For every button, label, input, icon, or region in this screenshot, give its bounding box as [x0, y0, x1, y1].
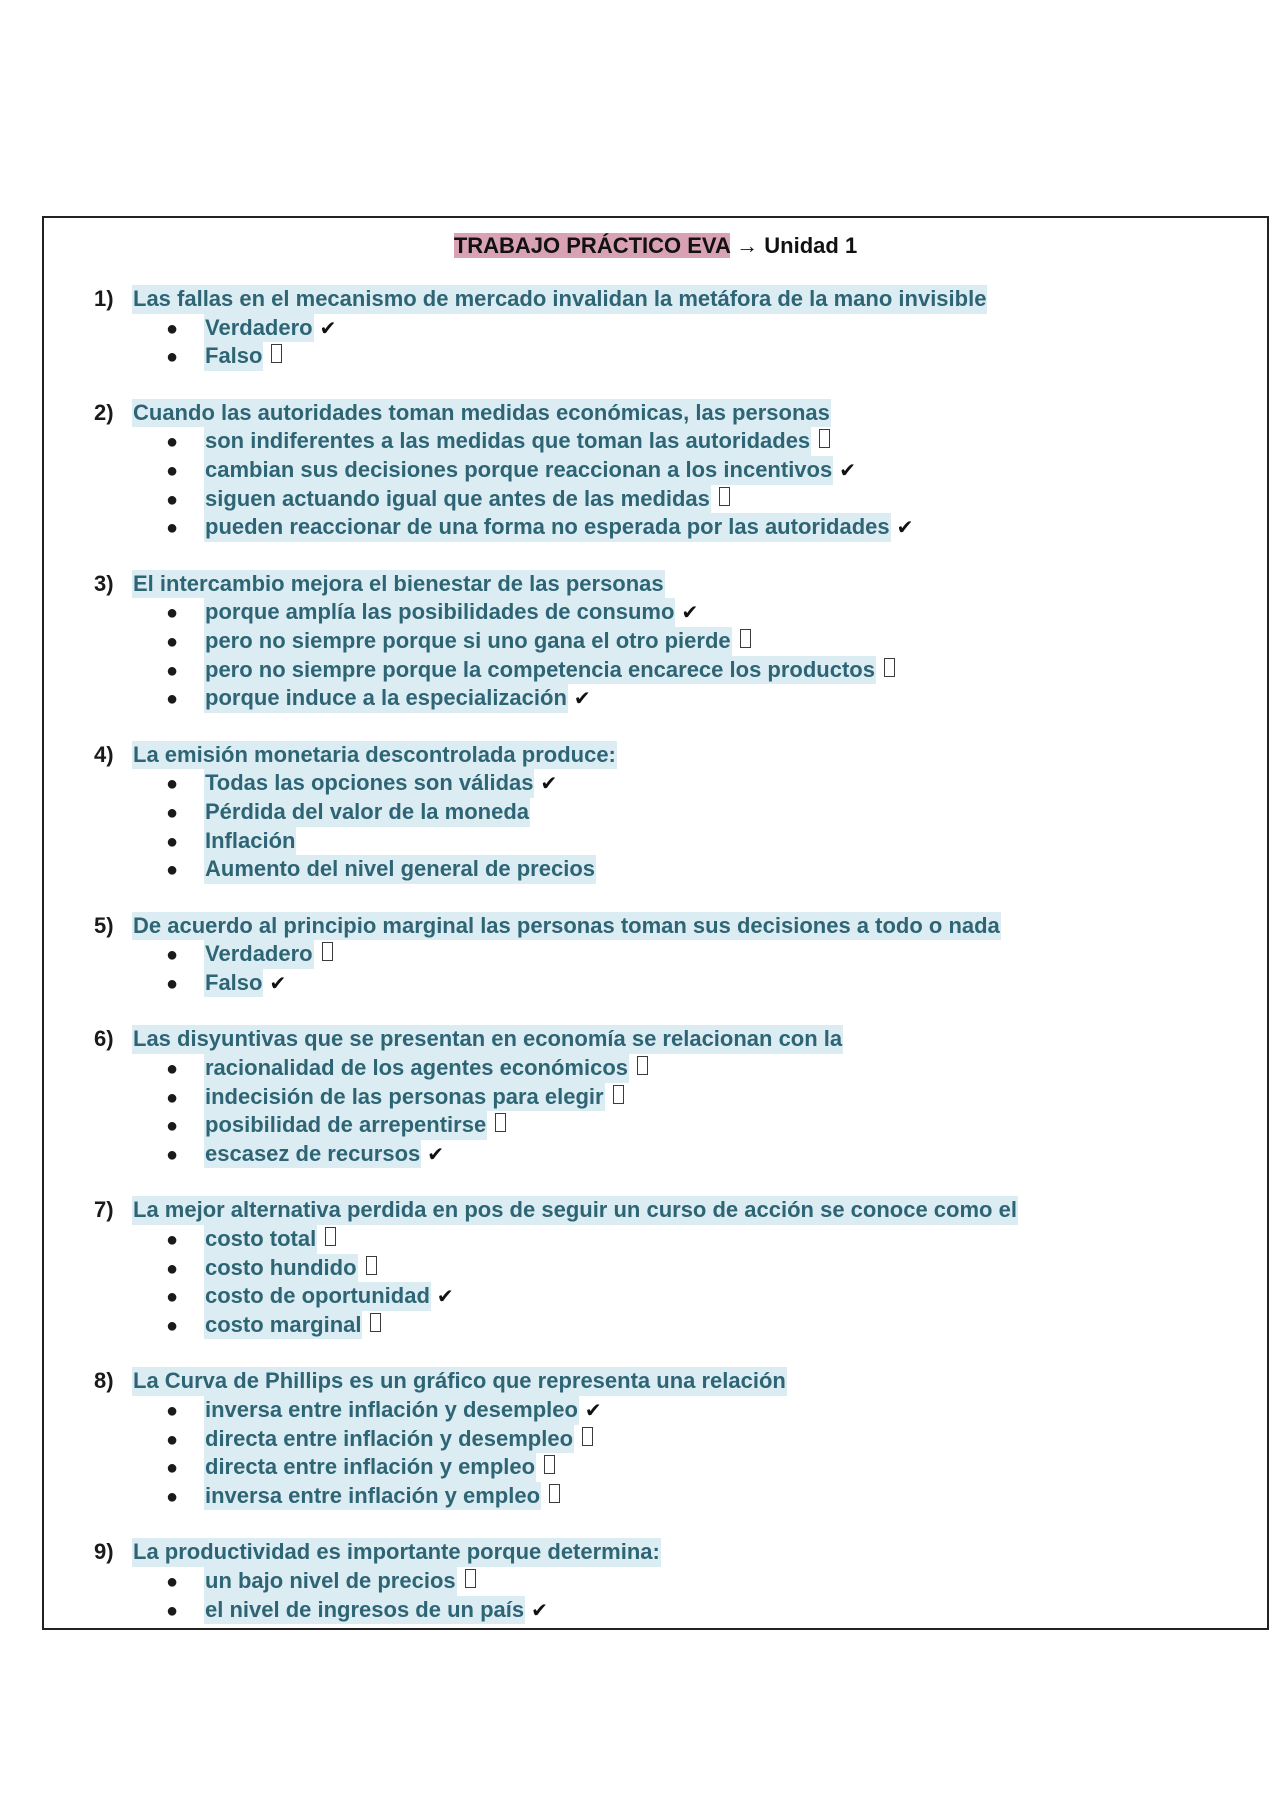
empty-box-icon: [544, 1455, 555, 1474]
question-line: [94, 285, 1247, 314]
option-text: indecisión de las personas para elegir: [204, 1083, 605, 1112]
option-item: [94, 1596, 1247, 1625]
question-number: 4): [94, 741, 114, 767]
option-item: [94, 427, 1247, 456]
bullet-icon: ●: [166, 688, 179, 711]
option-item: [94, 314, 1247, 343]
question-number: 2): [94, 399, 114, 425]
empty-box-icon: [549, 1484, 560, 1503]
option-text: porque amplía las posibilidades de consumo: [204, 598, 675, 627]
option-text: Inflación: [204, 827, 296, 856]
bullet-icon: ●: [166, 1428, 179, 1451]
option-item: [94, 769, 1247, 798]
option-list: [94, 1567, 1247, 1624]
option-item: [94, 1567, 1247, 1596]
question-line: [94, 741, 1247, 770]
question-text: La productividad es importante porque determina:: [132, 1538, 661, 1567]
question-line: [94, 1538, 1247, 1567]
empty-box-icon: [495, 1113, 506, 1132]
option-list: [94, 314, 1247, 371]
check-mark-icon: ✔: [319, 315, 337, 340]
empty-box-icon: [366, 1256, 377, 1275]
option-text: Aumento del nivel general de precios: [204, 855, 596, 884]
option-text: Todas las opciones son válidas: [204, 769, 534, 798]
question-text: La Curva de Phillips es un gráfico que representa una relación: [132, 1367, 787, 1396]
check-mark-icon: ✔: [436, 1284, 454, 1309]
option-text: el nivel de ingresos de un país: [204, 1596, 525, 1625]
option-item: [94, 1083, 1247, 1112]
bullet-icon: ●: [166, 1400, 179, 1422]
bullet-icon: ●: [166, 859, 179, 882]
empty-box-icon: [582, 1427, 593, 1446]
question-text: Las disyuntivas que se presentan en economía se relacionan con la: [132, 1025, 843, 1054]
bullet-icon: ●: [166, 346, 179, 369]
option-list: [94, 598, 1247, 712]
option-text: pero no siempre porque la competencia encarece los productos: [204, 656, 876, 685]
option-item: [94, 485, 1247, 514]
question-9: [94, 1538, 1247, 1624]
check-mark-icon: ✔: [584, 1398, 602, 1422]
option-item: [94, 456, 1247, 485]
option-text: posibilidad de arrepentirse: [204, 1111, 487, 1140]
bullet-icon: ●: [166, 1286, 179, 1309]
bullet-icon: ●: [166, 773, 179, 796]
check-mark-icon: ✔: [427, 1141, 445, 1166]
question-number: 9): [94, 1539, 114, 1565]
question-text: La mejor alternativa perdida en pos de seguir un curso de acción se conoce como el: [132, 1196, 1018, 1225]
check-mark-icon: ✔: [531, 1597, 548, 1622]
option-item: [94, 656, 1247, 685]
bullet-icon: ●: [166, 944, 179, 967]
bullet-icon: ●: [166, 431, 179, 454]
bullet-icon: ●: [166, 317, 179, 340]
question-number: 7): [94, 1197, 114, 1223]
bullet-icon: ●: [166, 602, 179, 625]
question-line: [94, 1196, 1247, 1225]
option-text: inversa entre inflación y desempleo: [204, 1396, 579, 1425]
option-item: [94, 513, 1247, 542]
title-unit-text: → Unidad 1: [730, 233, 858, 258]
option-list: [94, 1054, 1247, 1168]
empty-box-icon: [884, 658, 895, 677]
option-item: [94, 969, 1247, 998]
empty-box-icon: [637, 1056, 648, 1075]
check-mark-icon: ✔: [839, 457, 856, 482]
option-text: son indiferentes a las medidas que toman las autoridades: [204, 427, 811, 456]
option-text: costo total: [204, 1225, 317, 1254]
question-number: 5): [94, 912, 114, 938]
question-8: [94, 1367, 1247, 1510]
question-5: [94, 912, 1247, 998]
question-line: [94, 570, 1247, 599]
empty-box-icon: [719, 487, 730, 506]
question-line: [94, 912, 1247, 941]
question-text: El intercambio mejora el bienestar de las personas: [132, 570, 665, 599]
option-text: cambian sus decisiones porque reaccionan a los incentivos: [204, 456, 833, 485]
option-item: [94, 1054, 1247, 1083]
bullet-icon: ●: [166, 1229, 179, 1252]
check-mark-icon: ✔: [681, 600, 699, 625]
option-text: porque induce a la especialización: [204, 684, 568, 713]
option-text: Pérdida del valor de la moneda: [204, 798, 530, 827]
option-item: [94, 827, 1247, 856]
option-list: [94, 769, 1247, 883]
question-text: Cuando las autoridades toman medidas económicas, las personas: [132, 399, 831, 428]
empty-box-icon: [325, 1227, 336, 1246]
question-3: [94, 570, 1247, 713]
option-text: directa entre inflación y desempleo: [204, 1425, 574, 1454]
empty-box-icon: [465, 1569, 476, 1588]
question-text: Las fallas en el mecanismo de mercado invalidan la metáfora de la mano invisible: [132, 285, 987, 314]
option-item: [94, 1140, 1247, 1169]
bullet-icon: ●: [166, 1485, 179, 1508]
option-item: [94, 1254, 1247, 1283]
bullet-icon: ●: [166, 830, 179, 853]
option-item: [94, 1482, 1247, 1511]
question-number: 8): [94, 1368, 114, 1394]
empty-box-icon: [370, 1313, 381, 1332]
option-text: pero no siempre porque si uno gana el otro pierde: [204, 627, 732, 656]
option-text: Falso: [204, 342, 263, 371]
question-list: [94, 285, 1247, 1652]
bullet-icon: ●: [166, 1570, 179, 1593]
option-list: [94, 940, 1247, 997]
option-text: costo de oportunidad: [204, 1282, 431, 1311]
option-item: [94, 1225, 1247, 1254]
option-text: directa entre inflación y empleo: [204, 1453, 536, 1482]
option-item: [94, 798, 1247, 827]
bullet-icon: ●: [166, 801, 179, 824]
empty-box-icon: [322, 942, 333, 961]
option-list: [94, 1225, 1247, 1339]
question-4: [94, 741, 1247, 884]
option-list: [94, 1396, 1247, 1510]
option-item: [94, 1396, 1247, 1425]
empty-box-icon: [613, 1085, 624, 1104]
option-text: inversa entre inflación y empleo: [204, 1482, 541, 1511]
option-item: [94, 684, 1247, 713]
check-mark-icon: ✔: [269, 970, 287, 995]
option-text: costo marginal: [204, 1311, 362, 1340]
option-text: Verdadero: [204, 940, 314, 969]
bullet-icon: ●: [166, 1115, 179, 1138]
page-frame: [42, 216, 1269, 1630]
option-item: [94, 1453, 1247, 1482]
question-number: 6): [94, 1026, 114, 1052]
bullet-icon: ●: [166, 630, 179, 653]
bullet-icon: ●: [166, 1257, 179, 1280]
option-item: [94, 598, 1247, 627]
option-item: [94, 1282, 1247, 1311]
question-number: 3): [94, 570, 114, 596]
option-item: [94, 1311, 1247, 1340]
option-text: Falso: [204, 969, 263, 998]
option-item: [94, 1111, 1247, 1140]
option-text: racionalidad de los agentes económicos: [204, 1054, 629, 1083]
option-item: [94, 627, 1247, 656]
bullet-icon: ●: [166, 517, 179, 540]
option-item: [94, 342, 1247, 371]
option-text: Verdadero: [204, 314, 314, 343]
option-item: [94, 855, 1247, 884]
check-mark-icon: ✔: [896, 515, 914, 540]
bullet-icon: ●: [166, 1457, 179, 1480]
bullet-icon: ●: [166, 1058, 179, 1081]
document-title: [44, 231, 1267, 261]
question-line: [94, 1367, 1247, 1396]
question-1: [94, 285, 1247, 371]
option-text: escasez de recursos: [204, 1140, 421, 1169]
question-number: 1): [94, 286, 114, 311]
bullet-icon: ●: [166, 1086, 179, 1109]
question-line: [94, 399, 1247, 428]
option-text: costo hundido: [204, 1254, 358, 1283]
question-text: La emisión monetaria descontrolada produce:: [132, 741, 617, 770]
bullet-icon: ●: [166, 1143, 179, 1166]
question-line: [94, 1025, 1247, 1054]
option-list: [94, 427, 1247, 541]
empty-box-icon: [740, 629, 751, 648]
title-highlighted-text: TRABAJO PRÁCTICO EVA: [453, 233, 731, 258]
bullet-icon: ●: [166, 1599, 179, 1622]
check-mark-icon: ✔: [540, 771, 558, 796]
option-text: siguen actuando igual que antes de las medidas: [204, 485, 711, 514]
option-item: [94, 1425, 1247, 1454]
option-text: pueden reaccionar de una forma no esperada por las autoridades: [204, 513, 891, 542]
bullet-icon: ●: [166, 488, 179, 511]
question-7: [94, 1196, 1247, 1339]
question-2: [94, 399, 1247, 542]
option-text: un bajo nivel de precios: [204, 1567, 457, 1596]
question-text: De acuerdo al principio marginal las personas toman sus decisiones a todo o nada: [132, 912, 1001, 941]
check-mark-icon: ✔: [573, 686, 591, 711]
bullet-icon: ●: [166, 659, 179, 682]
bullet-icon: ●: [166, 1314, 179, 1337]
bullet-icon: ●: [166, 972, 179, 995]
empty-box-icon: [819, 429, 830, 448]
empty-box-icon: [271, 344, 282, 363]
question-6: [94, 1025, 1247, 1168]
bullet-icon: ●: [166, 459, 179, 482]
option-item: [94, 940, 1247, 969]
